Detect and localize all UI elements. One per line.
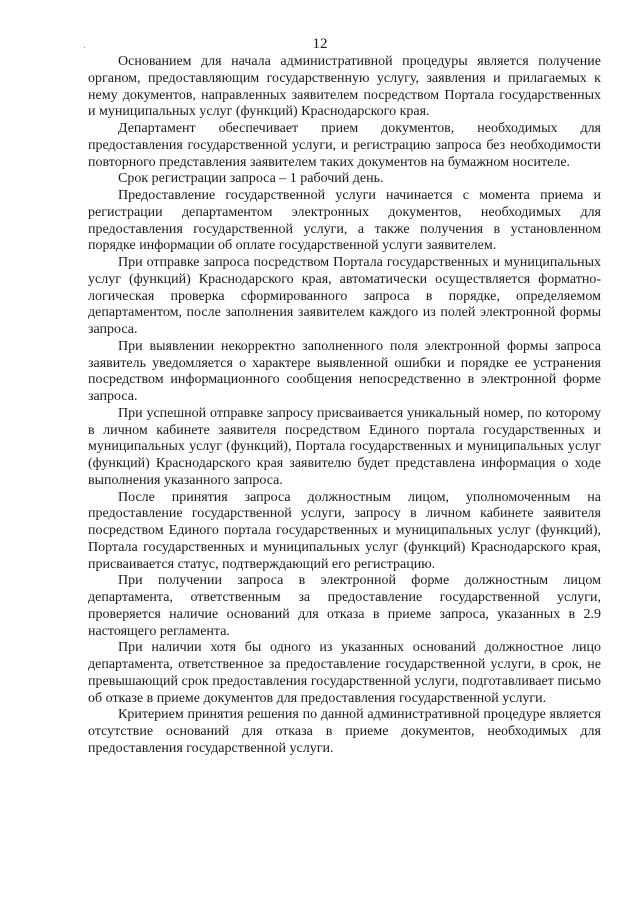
paragraph-grounds-check: При получении запроса в электронной форме должностным лицом департамента, ответственным за предоставление государственной услуги, проверяется наличие оснований для отказа в приеме запроса, указанных в 2.9 настоящего регламента. (88, 573, 601, 639)
paragraph-registration-term: Срок регистрации запроса – 1 рабочий день. (118, 171, 384, 187)
paragraph-basis: Основанием для начала административной процедуры является получение органом, предоставляющим государственную услугу, заявления и прилагаемых к нему документов, направленных заявителем посредством Портала государственных и муниципальных услуг (функций) Краснодарского края. (88, 54, 601, 120)
paragraph-refusal-letter: При наличии хотя бы одного из указанных оснований должностное лицо департамента, ответственное за предоставление государственной услуги, в срок, не превышающий срок предоставления государственной услуги, подготавливает письмо об отказе в приеме документов для предоставления государственной услуги. (88, 640, 601, 706)
paragraph-decision-criterion: Критерием принятия решения по данной административной процедуре является отсутствие оснований для отказа в приеме документов, необходимых для предоставления государственной услуги. (88, 707, 601, 756)
paragraph-unique-number: При успешной отправке запросу присваивается уникальный номер, по которому в личном кабинете заявителя посредством Единого портала государственных и муниципальных услуг (функций), Портала государственных и муниципальных услуг (функций) Краснодарского края заявителю будет представлена информация о ходе выполнения указанного запроса. (88, 405, 601, 488)
paragraph-status-assigned: После принятия запроса должностным лицом, уполномоченным на предоставление государственной услуги, запросу в личном кабинете заявителя посредством Единого портала государственных и муниципальных услуг (функций), Портала государственных и муниципальных услуг (функций) Краснодарского края, присваивается статус, подтверждающий его регистрацию. (88, 489, 601, 572)
page-number: 12 (312, 36, 328, 52)
paragraph-department-receipt: Департамент обеспечивает прием документов, необходимых для предоставления государственной услуги, и регистрацию запроса без необходимости повторного представления заявителем таких документов на бумажном носителе. (88, 121, 601, 170)
paragraph-field-error: При выявлении некорректно заполненного поля электронной формы запроса заявитель уведомляется о характере выявленной ошибки и порядке ее устранения посредством информационного сообщения непосредственно в электронной форме запроса. (88, 338, 601, 404)
paragraph-service-start: Предоставление государственной услуги начинается с момента приема и регистрации департаментом электронных документов, необходимых для предоставления государственной услуги, а также получения в установленном порядке информации об оплате государственной услуги заявителем. (88, 188, 601, 254)
document-body (88, 54, 601, 758)
paragraph-format-check: При отправке запроса посредством Портала государственных и муниципальных услуг (функций) Краснодарского края, автоматически осуществляется форматно-логическая проверка сформированного запроса в порядке, определяемом департаментом, после заполнения заявителем каждого из полей электронной формы запроса. (88, 255, 601, 337)
